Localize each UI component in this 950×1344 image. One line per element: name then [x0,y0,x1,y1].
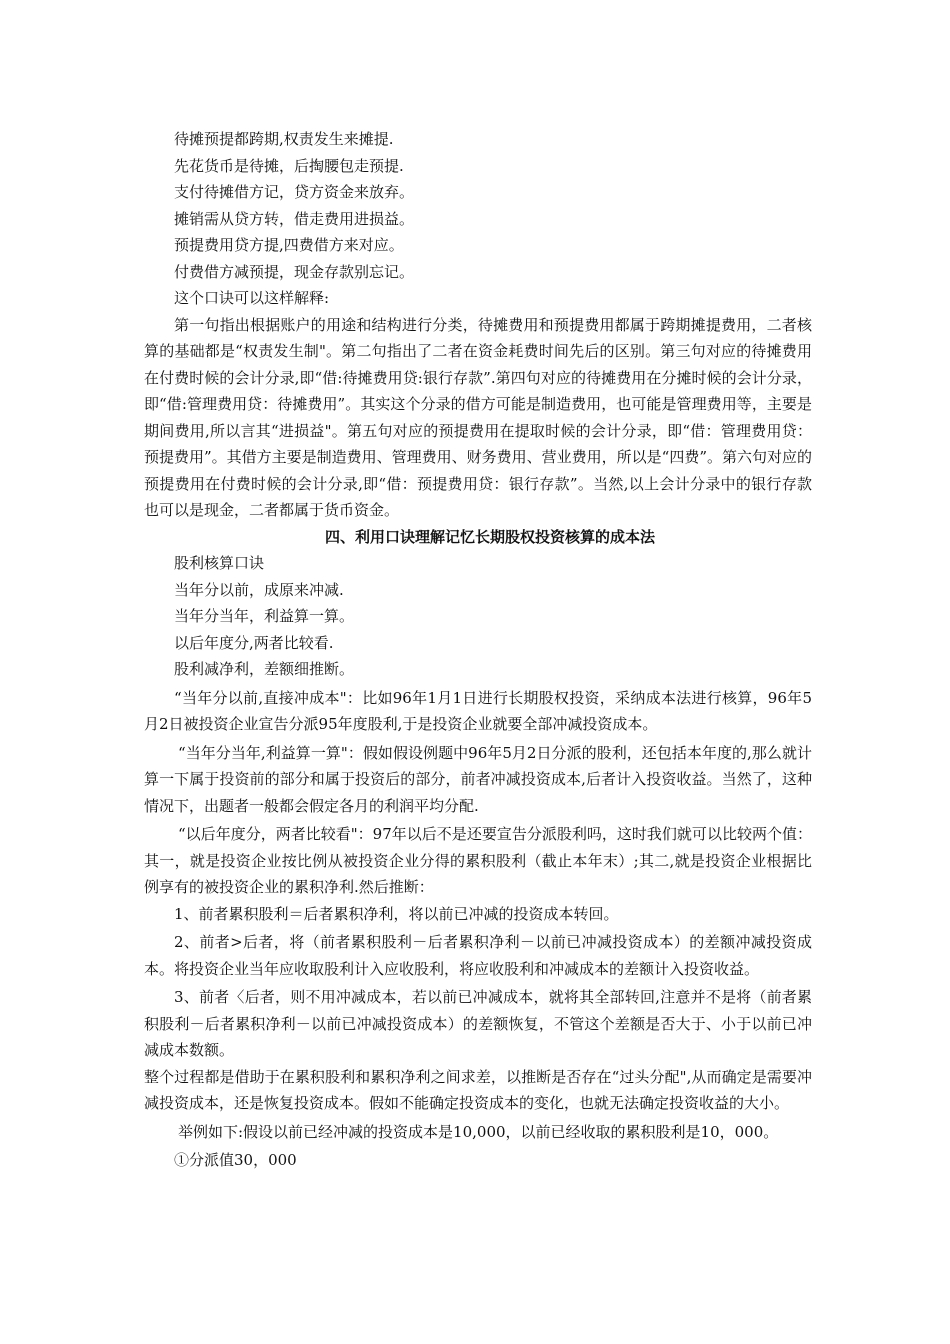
verse-line: 当年分以前，成原来冲减. [174,580,344,599]
section-heading: 四、利用口诀理解记忆长期股权投资核算的成本法 [324,527,655,546]
verse-line: 付费借方减预提，现金存款别忘记。 [174,262,415,281]
verse-line: 预提费用贷方提,四费借方来对应。 [174,236,404,254]
summary-paragraph: 整个过程都是借助于在累积股利和累积净利之间求差，以推断是否存在“过头分配",从而确定是需要冲减投资成本，还是恢复投资成本。假如不能确定投资成本的变化，也就无法确定投资收益的大小。 [144,1067,812,1112]
verse-line: 股利减净利，差额细推断。 [174,660,355,678]
paragraph-current-year: “当年分当年,利益算一算"：假如假设例题中96年5月2日分派的股利，还包括本年度的,那么就计算一下属于投资前的部分和属于投资后的部分，前者冲减投资成本,后者计入投资收益。当然了，这种情况下，出题者一般都会假定各月的利润平均分配. [144,743,812,815]
list-item: 2、前者>后者，将（前者累积股利－后者累积净利－以前已冲减投资成本）的差额冲减投资成本。将投资企业当年应收取股利计入应收股利，将应收股利和冲减成本的差额计入投资收益。 [144,933,812,978]
explanation-intro: 这个口诀可以这样解释: [174,289,330,307]
verse-line: 待摊预提都跨期,权责发生来摊提. [174,130,394,148]
verse-line: 当年分当年，利益算一算。 [174,607,355,625]
list-item: 1、前者累积股利＝后者累积净利，将以前已冲减的投资成本转回。 [174,904,619,923]
list-item: 3、前者〈后者，则不用冲减成本，若以前已冲减成本，就将其全部转回,注意并不是将（前者累积股利－后者累积净利－以前已冲减投资成本）的差额恢复，不管这个差额是否大于、小于以前已冲减成本数额。 [144,988,812,1059]
explanation-paragraph: 第一句指出根据账户的用途和结构进行分类，待摊费用和预提费用都属于跨期摊提费用，二者核算的基础都是“权责发生制"。第二句指出了二者在资金耗费时间先后的区别。第三句对应的待摊费用在付费时候的会计分录,即“借:待摊费用贷:银行存款”.第四句对应的待摊费用在分摊时候的会计分录，即“借:管理费用贷：待摊费用”。其实这个分录的借方可能是制造费用，也可能是管理费用等，主要是期间费用,所以言其“进损益"。第五句对应的预提费用在提取时候的会计分录，即“借：管理费用贷：预提费用”。其借方主要是制造费用、管理费用、财务费用、营业费用，所以是“四费”。第六句对应的预提费用在付费时候的会计分录,即“借：预提费用贷：银行存款”。当然,以上会计分录中的银行存款也可以是现金，二者都属于货币资金。 [144,315,813,519]
verse-line: 先花货币是待摊，后掏腰包走预提. [174,156,404,175]
paragraph-before-year: “当年分以前,直接冲成本"：比如96年1月1日进行长期股权投资，采纳成本法进行核算，96年5月2日被投资企业宣告分派95年度股利,于是投资企业就要全部冲减投资成本。 [144,688,812,733]
verse-line: 以后年度分,两者比较看. [174,633,334,652]
verse-title: 股利核算口诀 [174,554,265,572]
document-page [144,126,812,1174]
example-paragraph: 举例如下:假设以前已经冲减的投资成本是10,000，以前已经收取的累积股利是10，000。 [178,1122,779,1141]
verse-line: 摊销需从贷方转，借走费用进损益。 [174,209,415,228]
verse-line: 支付待摊借方记，贷方资金来放弃。 [174,183,415,201]
example-case: ①分派值30，000 [174,1151,297,1169]
paragraph-later-years: “以后年度分，两者比较看"：97年以后不是还要宣告分派股利吗，这时我们就可以比较两个值：其一，就是投资企业按比例从被投资企业分得的累积股利（截止本年末）;其二,就是投资企业根据比例享有的被投资企业的累积净利.然后推断： [144,825,812,896]
